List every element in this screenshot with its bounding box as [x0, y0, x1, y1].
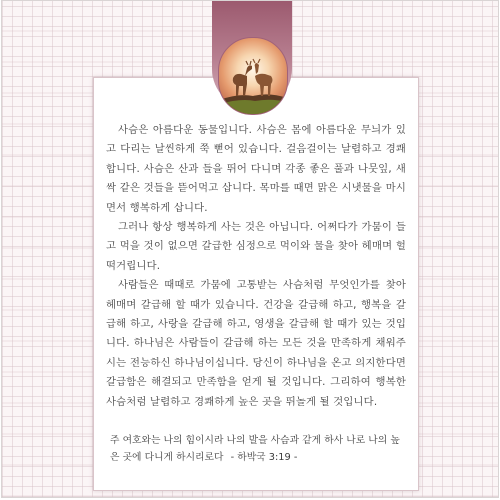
bible-verse — [110, 432, 406, 466]
paragraph-3: 사람들은 때때로 가뭄에 고통받는 사슴처럼 무엇인가를 찾아 헤매며 갈급해 할 때가 있습니다. 건강을 갈급해 하고, 행복을 갈급해 하고, 사랑을 갈급해 하고, 영생을 갈급해 할 때가 있는 것입니다. 하나님은 사람들이 갈급해 하는 모든 것을 만족하게 채워주시는 전능하신 하나님이십니다. 당신이 하나님을 온고 의지한다면 갈급함은 해결되고 만족함을 얻게 될 것입니다. 그리하여 행복한 사슴처럼 날렵하고 경쾌하게 높은 곳을 뛰놀게 될 것입니다. — [106, 279, 406, 408]
deer-silhouette-icon — [219, 38, 287, 114]
tract-page — [1, 0, 499, 498]
body-text — [106, 121, 406, 412]
paragraph-2: 그러나 항상 행복하게 사는 것은 아닙니다. 어쩌다가 가뭄이 들고 먹을 것이 없으면 갈급한 심정으로 먹이와 물을 찾아 헤매며 헐떡거립니다. — [106, 221, 406, 272]
verse-text: 주 여호와는 나의 힘이시라 나의 발을 사슴과 같게 하사 나로 나의 높은 곳에 다니게 하시리로다 — [110, 435, 400, 463]
paragraph-1: 사슴은 아름다운 동물입니다. 사슴은 몸에 아름다운 무늬가 있고 다리는 날씬하게 쭉 뻗어 있습니다. 걸음걸이는 날렵하고 경쾌합니다. 사슴은 산과 들을 뛰어 다니며 각종 좋은 풀과 나뭇잎, 새싹 같은 것들을 뜯어먹고 삽니다. 목마를 때면 맑은 시냇물을 마시면서 행복하게 삽니다. — [106, 124, 406, 214]
deer-photo-icon — [218, 37, 288, 115]
verse-reference: - 하박국 3:19 - — [230, 452, 298, 463]
